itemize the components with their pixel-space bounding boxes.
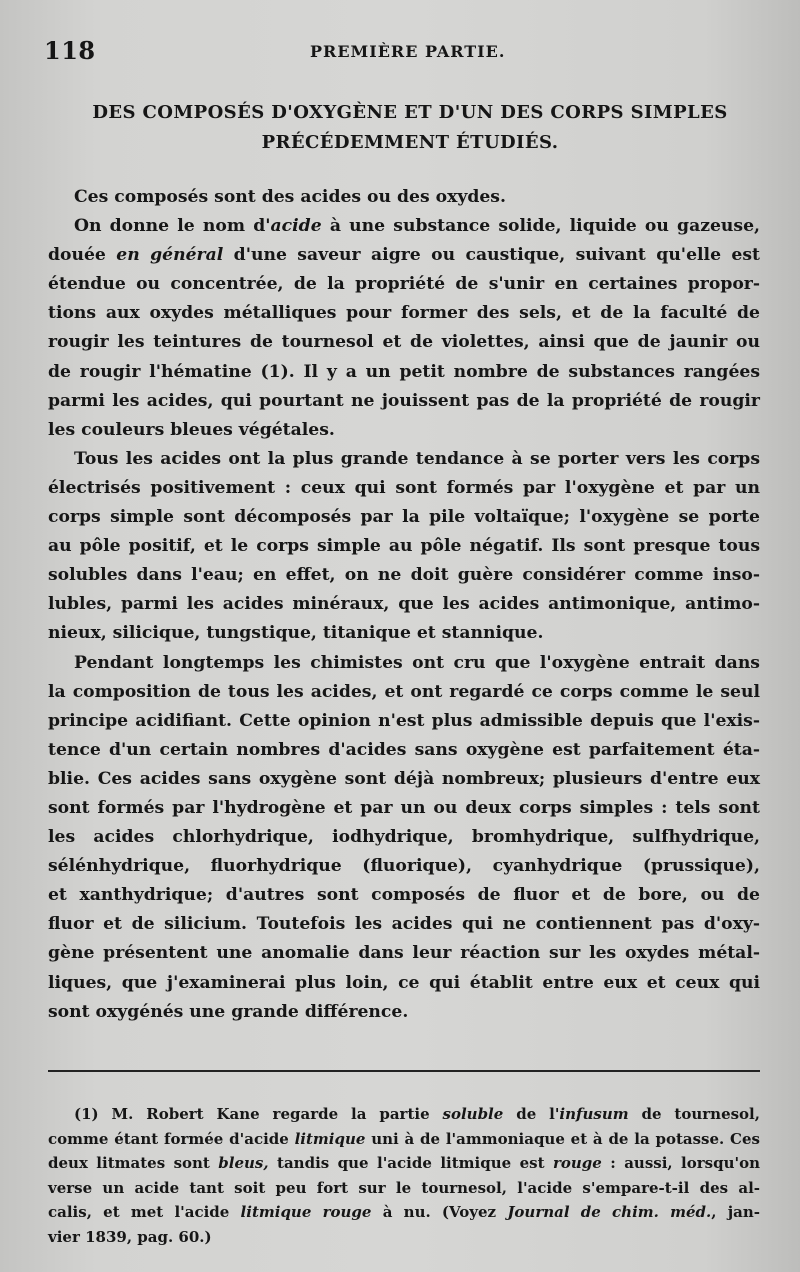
text-line: principe acidifiant. Cette opinion n'est plus admissible depuis que l'exis- [48, 710, 760, 731]
page-number: 118 [44, 36, 96, 65]
chapter-title [60, 98, 760, 158]
text-line: les acides chlorhydrique, iodhydrique, bromhydrique, sulfhydrique, [48, 827, 760, 848]
chapter-title-line-2: PRÉCÉDEMMENT ÉTUDIÉS. [261, 132, 559, 153]
text-line: liques, que j'examinerai plus loin, ce qui établit entre eux et ceux qui [48, 972, 760, 993]
footnote-line: vier 1839, pag. 60.) [48, 1227, 212, 1246]
footnote-line: verse un acide tant soit peu fort sur le tournesol, l'acide s'empare-t-il des al- [48, 1178, 760, 1197]
footnote-line: (1) M. Robert Kane regarde la partie soluble de l'infusum de tournesol, [74, 1105, 760, 1123]
text-line: nieux, silicique, tungstique, titanique et stannique. [48, 623, 544, 644]
text-line: Pendant longtemps les chimistes ont cru que l'oxygène entrait dans [74, 652, 760, 673]
paragraph-3 [48, 445, 760, 649]
text-line: électrisés positivement : ceux qui sont formés par l'oxygène et par un [48, 477, 760, 498]
text-line: solubles dans l'eau; en effet, on ne doit guère considérer comme inso- [48, 565, 760, 586]
text-line: la composition de tous les acides, et ont regardé ce corps comme le seul [48, 681, 760, 702]
text-line: au pôle positif, et le corps simple au pôle négatif. Ils sont presque tous [48, 536, 760, 557]
text-line: sélénhydrique, fluorhydrique (fluorique), cyanhydrique (prussique), [48, 856, 760, 877]
text-line: Ces composés sont des acides ou des oxydes. [74, 187, 506, 207]
paragraph-2 [48, 212, 760, 445]
text-line: tions aux oxydes métalliques pour former des sels, et de la faculté de [48, 303, 760, 324]
text-line: On donne le nom d'acide à une substance solide, liquide ou gazeuse, [74, 216, 760, 237]
text-line: les couleurs bleues végétales. [48, 419, 335, 440]
footnote [48, 1102, 760, 1249]
footnote-line: calis, et met l'acide litmique rouge à nu. (Voyez Journal de chim. méd., jan- [48, 1203, 760, 1221]
running-head: PREMIÈRE PARTIE. [310, 42, 506, 61]
footnote-line: deux litmates sont bleus, tandis que l'acide litmique est rouge : aussi, lorsqu'on [48, 1154, 761, 1172]
text-line: blie. Ces acides sans oxygène sont déjà nombreux; plusieurs d'entre eux [48, 768, 760, 789]
paragraph-1 [48, 183, 760, 212]
text-line: fluor et de silicium. Toutefois les acides qui ne contiennent pas d'oxy- [48, 914, 760, 935]
text-line: tence d'un certain nombres d'acides sans oxygène est parfaitement éta- [48, 739, 760, 760]
text-line: de rougir l'hématine (1). Il y a un petit nombre de substances rangées [48, 361, 760, 382]
text-line: sont oxygénés une grande différence. [48, 1001, 409, 1022]
text-line: rougir les teintures de tournesol et de violettes, ainsi que de jaunir ou [48, 332, 760, 353]
footnote-rule [48, 1070, 760, 1072]
paragraph-4 [48, 649, 760, 1027]
chapter-title-line-1: DES COMPOSÉS D'OXYGÈNE ET D'UN DES CORPS SIMPLES [92, 102, 728, 123]
text-line: lubles, parmi les acides minéraux, que les acides antimonique, antimo- [48, 594, 760, 615]
text-line: douée en général d'une saveur aigre ou caustique, suivant qu'elle est [48, 245, 760, 266]
text-line: étendue ou concentrée, de la propriété de s'unir en certaines propor- [48, 274, 760, 295]
body-text [48, 183, 760, 1027]
text-line: et xanthydrique; d'autres sont composés de fluor et de bore, ou de [48, 885, 760, 906]
text-line: Tous les acides ont la plus grande tendance à se porter vers les corps [74, 448, 760, 469]
text-line: gène présentent une anomalie dans leur réaction sur les oxydes métal- [48, 943, 760, 964]
footnote-line: comme étant formée d'acide litmique uni à de l'ammoniaque et à de la potasse. Ces [48, 1129, 760, 1148]
text-line: corps simple sont décomposés par la pile voltaïque; l'oxygène se porte [48, 507, 760, 528]
text-line: parmi les acides, qui pourtant ne jouissent pas de la propriété de rougir [48, 390, 760, 411]
text-line: sont formés par l'hydrogène et par un ou deux corps simples : tels sont [48, 797, 760, 818]
